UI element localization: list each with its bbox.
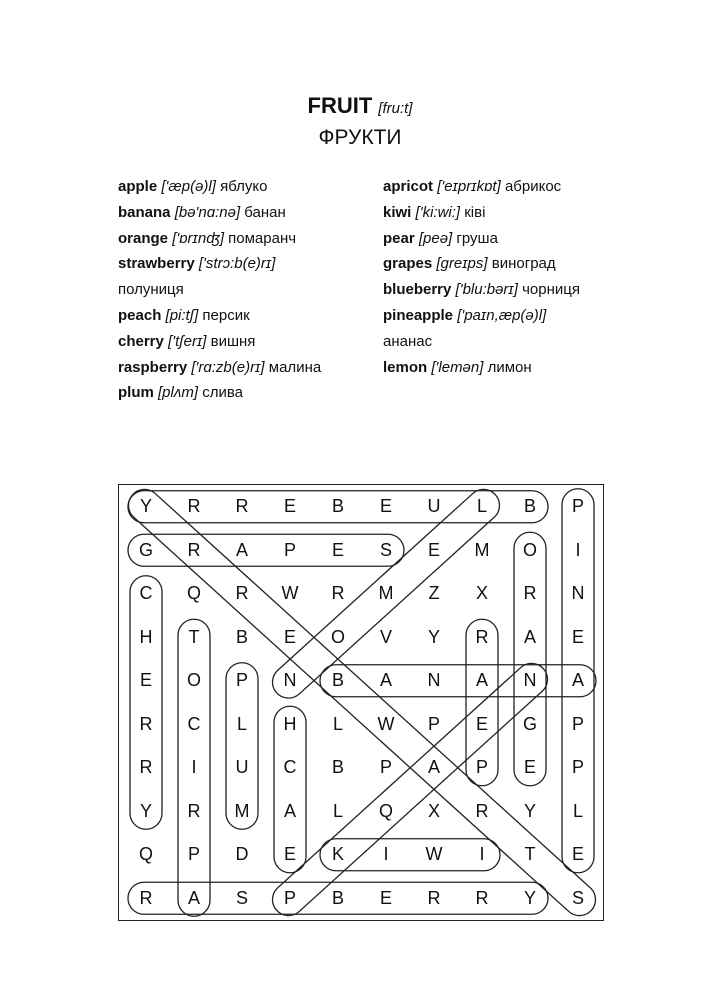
vocab-translation: вишня xyxy=(210,332,256,350)
vocab-translation: полуниця xyxy=(118,281,184,299)
vocab-word: strawberry xyxy=(118,255,195,273)
grid-letter: E xyxy=(331,539,344,560)
grid-letter: C xyxy=(283,757,297,777)
grid-letter: Y xyxy=(139,496,152,516)
grid-letter: P xyxy=(571,713,584,734)
vocab-word: cherry xyxy=(118,332,164,350)
grid-letter: P xyxy=(283,539,296,560)
grid-letter: G xyxy=(138,539,153,560)
vocab-translation: помаранч xyxy=(228,229,297,247)
vocab-transcription: ['paɪn,æp(ə)l] xyxy=(457,306,547,324)
grid-letter: R xyxy=(139,887,153,908)
page-subtitle: ФРУКТИ xyxy=(318,126,402,149)
grid-letter: R xyxy=(235,496,249,516)
vocab-entry xyxy=(383,174,683,200)
vocab-transcription: [bə'nɑ:nə] xyxy=(174,203,241,221)
grid-letter: R xyxy=(139,713,153,734)
grid-letter: R xyxy=(187,539,201,560)
vocab-entry xyxy=(118,329,378,355)
grid-letter: X xyxy=(427,800,440,821)
grid-letter: W xyxy=(425,844,443,864)
grid-letter: B xyxy=(235,626,248,647)
grid-letter: R xyxy=(427,887,441,908)
grid-letter: C xyxy=(187,713,201,734)
grid-letter: P xyxy=(187,844,200,864)
vocab-translation: банан xyxy=(244,203,286,221)
grid-letter: I xyxy=(575,539,581,560)
grid-letter: A xyxy=(571,670,584,690)
vocab-entry xyxy=(383,277,683,303)
grid-letter: E xyxy=(475,713,488,734)
vocab-entry xyxy=(383,329,683,355)
grid-letter: B xyxy=(523,496,536,516)
grid-letter: G xyxy=(522,713,537,734)
grid-letter: E xyxy=(571,626,584,647)
vocab-entry xyxy=(383,355,683,381)
grid-letter: E xyxy=(379,496,392,516)
grid-letter: Q xyxy=(186,583,201,603)
vocab-transcription: ['strɔ:b(e)rɪ] xyxy=(198,255,276,273)
grid-letter: H xyxy=(283,713,297,734)
grid-letter: L xyxy=(332,800,343,821)
grid-letter: R xyxy=(187,800,201,821)
vocab-word: banana xyxy=(118,203,171,221)
vocab-word: kiwi xyxy=(383,203,412,221)
vocab-transcription: ['blu:bərɪ] xyxy=(455,281,518,299)
vocab-transcription: ['ki:wi:] xyxy=(415,203,461,221)
grid-letter: K xyxy=(331,844,344,864)
grid-letter: P xyxy=(571,496,584,516)
grid-letter: I xyxy=(191,757,197,777)
vocab-translation: виноград xyxy=(491,255,556,273)
vocab-translation: слива xyxy=(202,384,243,402)
grid-letter: A xyxy=(235,539,248,560)
vocab-transcription: ['ɒrɪnʤ] xyxy=(172,229,224,247)
vocab-entry xyxy=(118,226,378,252)
grid-letter: E xyxy=(427,539,440,560)
grid-letter: R xyxy=(475,626,489,647)
vocab-entry xyxy=(118,200,378,226)
grid-letter: E xyxy=(283,496,296,516)
vocab-word: blueberry xyxy=(383,281,452,299)
grid-letter: E xyxy=(571,844,584,864)
grid-letter: M xyxy=(234,800,250,821)
grid-letter: P xyxy=(379,757,392,777)
grid-letter: E xyxy=(379,887,392,908)
vocab-entry xyxy=(118,174,378,200)
grid-letter: Q xyxy=(138,844,153,864)
grid-letter: P xyxy=(283,887,296,908)
grid-letter: O xyxy=(186,670,201,690)
grid-letter: S xyxy=(235,887,248,908)
grid-letter: U xyxy=(427,496,441,516)
grid-letter: W xyxy=(281,583,299,603)
vocab-entry xyxy=(383,200,683,226)
grid-letter: R xyxy=(187,496,201,516)
title-transcription: [fru:t] xyxy=(378,100,413,117)
grid-letter: R xyxy=(475,800,489,821)
vocab-transcription: [greɪps] xyxy=(436,255,488,273)
grid-letter: A xyxy=(379,670,392,690)
grid-letter: Z xyxy=(428,583,440,603)
vocab-transcription: ['lemən] xyxy=(431,358,484,376)
vocab-translation: ананас xyxy=(383,332,433,350)
grid-letter: I xyxy=(383,844,389,864)
grid-letter: O xyxy=(522,539,537,560)
vocab-word: peach xyxy=(118,306,162,324)
vocab-entry xyxy=(118,251,378,277)
grid-letter: D xyxy=(235,844,249,864)
grid-letter: L xyxy=(476,496,487,516)
grid-letter: R xyxy=(331,583,345,603)
page-title xyxy=(0,92,720,123)
grid-letter: H xyxy=(139,626,153,647)
vocabulary-left-column xyxy=(118,174,378,406)
grid-letter: B xyxy=(331,670,344,690)
vocab-transcription: ['æp(ə)l] xyxy=(161,178,216,195)
grid-letter: Y xyxy=(139,800,152,821)
grid-letter: M xyxy=(378,583,394,603)
vocab-translation: ківі xyxy=(464,203,486,221)
vocab-entry xyxy=(118,277,378,303)
grid-letter: L xyxy=(572,800,583,821)
word-search-grid xyxy=(118,484,604,921)
grid-letter: A xyxy=(523,626,536,647)
grid-letter: B xyxy=(331,757,344,777)
vocab-translation: малина xyxy=(268,358,322,376)
grid-letter: Y xyxy=(523,800,536,821)
grid-letter: X xyxy=(475,583,488,603)
grid-letter: Y xyxy=(427,626,440,647)
vocab-word: apricot xyxy=(383,178,434,195)
grid-letter: A xyxy=(283,800,296,821)
vocab-transcription: [pi:tʃ] xyxy=(165,306,199,324)
grid-letter: N xyxy=(283,670,297,690)
grid-letter: T xyxy=(188,626,200,647)
grid-letter: B xyxy=(331,496,344,516)
vocab-translation: лимон xyxy=(487,358,532,376)
grid-letter: L xyxy=(236,713,247,734)
vocab-entry xyxy=(118,380,378,406)
vocab-entry xyxy=(118,303,378,329)
grid-letter: Y xyxy=(523,887,536,908)
vocab-translation: персик xyxy=(202,306,250,324)
grid-letter: R xyxy=(139,757,153,777)
grid-letter: B xyxy=(331,887,344,908)
grid-letter: N xyxy=(427,670,441,690)
grid-letter: A xyxy=(427,757,440,777)
grid-letter: N xyxy=(523,670,537,690)
grid-letter: R xyxy=(523,583,537,603)
vocab-word: orange xyxy=(118,229,169,247)
grid-letter: U xyxy=(235,757,249,777)
vocab-entry xyxy=(383,226,683,252)
vocab-word: raspberry xyxy=(118,358,188,376)
vocab-word: grapes xyxy=(383,255,433,273)
grid-letter: E xyxy=(523,757,536,777)
grid-letter: S xyxy=(379,539,392,560)
grid-letter: W xyxy=(377,713,395,734)
grid-letter: P xyxy=(235,670,248,690)
grid-letter: I xyxy=(479,844,485,864)
grid-letter: E xyxy=(283,844,296,864)
vocabulary-right-column xyxy=(383,174,683,380)
grid-letter: Q xyxy=(378,800,393,821)
grid-letter: M xyxy=(474,539,490,560)
grid-letter: L xyxy=(332,713,343,734)
vocab-word: plum xyxy=(118,384,154,402)
vocab-transcription: ['eɪprɪkɒt] xyxy=(437,178,501,195)
vocab-word: pineapple xyxy=(383,306,454,324)
title-word: FRUIT xyxy=(307,93,373,118)
grid-letter: A xyxy=(475,670,488,690)
grid-letter: E xyxy=(283,626,296,647)
vocab-translation: абрикос xyxy=(504,178,562,195)
grid-letter: R xyxy=(235,583,249,603)
grid-letter: P xyxy=(571,757,584,777)
vocab-word: lemon xyxy=(383,358,428,376)
vocab-word: apple xyxy=(118,178,158,195)
grid-letter: C xyxy=(139,583,153,603)
grid-letter: N xyxy=(571,583,585,603)
vocab-translation: груша xyxy=(456,229,498,247)
grid-letter: P xyxy=(475,757,488,777)
grid-letter: E xyxy=(139,670,152,690)
vocab-entry xyxy=(118,355,378,381)
vocab-entry xyxy=(383,303,683,329)
grid-letter: A xyxy=(187,887,200,908)
vocab-translation: чорниця xyxy=(522,281,580,299)
grid-letter: T xyxy=(524,844,536,864)
grid-letter: S xyxy=(571,887,584,908)
grid-letter: O xyxy=(330,626,345,647)
grid-letter: R xyxy=(475,887,489,908)
vocab-word: pear xyxy=(383,229,415,247)
vocab-transcription: [plʌm] xyxy=(158,384,199,402)
vocab-translation: яблуко xyxy=(220,178,268,195)
vocab-transcription: [peə] xyxy=(418,229,453,247)
vocab-entry xyxy=(383,251,683,277)
vocab-transcription: ['rɑ:zb(e)rɪ] xyxy=(191,358,265,376)
grid-letter: V xyxy=(379,626,392,647)
vocab-transcription: ['tʃerɪ] xyxy=(168,332,207,350)
grid-letter: P xyxy=(427,713,440,734)
